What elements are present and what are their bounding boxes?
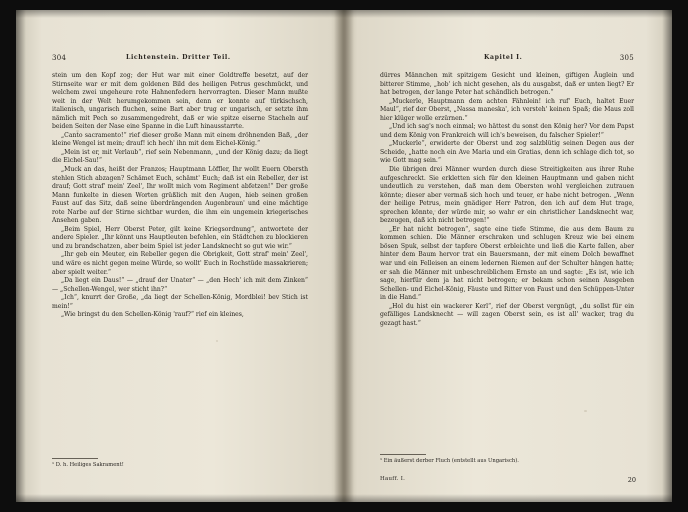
paragraph: „Ihr geb ein Meuter, ein Rebeller gegen die Obrigkeit, Gott straf' mein' Zeel', und wäre es nicht gegen meine Würde, so wollt' Euch in Rochstüde massakrieren; aber spielt weiter.“ [52,251,308,276]
paragraph: „Beim Spiel, Herr Oberst Peter, gilt keine Kriegsordnung“, antwortete der andere Spieler. „Ihr könnt uns Hauptleuten befehlen, ein Städtchen zu blockieren und zu brandschatzen, aber beim Spiel ist jeder Landsknecht so gut wie wir.“ [52,225,308,250]
right-page-folio: 305 [619,54,634,62]
paragraph: dürres Männchen mit spitzigem Gesicht und kleinen, giftigen Äuglein und bitterer Stimme, „hob' ich nicht gesehen, als du ausgabst, daß er unten liegt? Er hat betrogen, der lange Peter hat schändlich betrogen.“ [380,72,634,97]
paragraph: „Da liegt ein Daus!“ — „drauf der Unater“ — „den Hech' ich mit dem Zinken“ — „Schellen-Wengel, wer sticht ihn?“ [52,277,308,293]
right-page-text-column [380,72,634,328]
right-page [344,10,672,502]
left-page-running-head: Lichtenstein. Dritter Teil. [126,54,231,61]
paragraph: „Und ich sag's noch einmal; wo hättest du sonst den König her? Vor dem Papst und dem König von Frankreich will ich's beweisen, du falscher Spieler!“ [380,123,634,139]
sheet-number: 20 [627,476,636,484]
paragraph: „Wie bringst du den Schellen-König 'rauf?“ rief ein kleines, [61,311,244,319]
left-page-folio: 304 [52,54,67,62]
left-page-footnote: ¹ D. h. Heiliges Sakrament! [52,462,124,468]
footnote-rule [380,454,426,455]
book-spread [16,10,672,502]
paragraph: stein um den Kopf zog; der Hut war mit einer Goldtreffe besetzt, auf der Stirnseite war er mit dem goldenen Bild des heiligen Petrus geschmückt, und welchem zwei ungeheure rote Hahnenfedern hervorragten. Dieser Mann mußte weit in der Welt herumgekommen sein, denn er konnte auf türkischsch, italienisch, ungarisch fluchen, seine Bart aber trug er ungarisch, er setzte ihm nämlich mit Pech so zusammengedreht, daß er wie spitze eiserne Stacheln auf beiden Seiten der Nase eine Spanne in die Luft hinausstarrte. [52,72,308,131]
paragraph: „Er hat nicht betrogen“, sagte eine tiefe Stimme, die aus dem Baum zu kommen schien. Die Männer erschraken und schlugen Kreuz wie bei einem bösen Spuk, selbst der tapfere Oberst erbleichte und ließ die Karte fallen, aber hinter dem Baum hervor trat ein Bauersmann, der mit einem Dolch bewaffnet war und ein Felleisen an einem ledernen Riemen auf der Schulter hängen hatte; er sah die Männer mit unbeschreiblichem Ernste an und sagte: „Es ist, wie ich sage, hierfür dem ja hat nicht betrogen; er bekam schon seinen Ausgeben Schellen- und Eichel-König, Fäuste und Ritter von Faust und den Schüppen-Unter in die Hand.“ [380,225,634,302]
paragraph: „Canto sacramento!“ rief dieser große Mann mit einem dröhnenden Baß, „der kleine Wengel ist mein; drauf! ich hech' ihn mit dem Eichel-König.“ [52,131,308,148]
paper-fleck [584,410,587,412]
footnote-rule [52,458,98,459]
right-page-footnote: ¹ Ein äußerst derber Fluch (entstellt aus Ungarisch). [380,458,519,464]
paragraph: „Muckerle“, erwiderte der Oberst und zog salzblütig seinen Degen aus der Scheide, „hatte noch ein Ave Maria und ein Gratias, denn ich schlage dich tot, so wie Gott mag sein.“ [380,140,634,165]
right-page-running-head: Kapitel I. [484,54,523,61]
left-page [16,10,344,502]
paragraph: „Hol du hist ein wackerer Kerl“, rief der Oberst vergnügt, „du sollst für ein gefälliges Landsknecht — will zagen Oberst sein, es ist all' wacker, trag du gezagt hast.“ [380,302,634,327]
paragraph: „Muck an das, heißt der Franzos; Hauptmann Löffler, Ihr wollt Euern Obersth stehlen Stich abzagen? Schämet Euch, schämt' Euch; daß ist ein Rebeller, der ist drauf; Gott straf' mein' Zeel', Ihr wollt mich vom Regiment abfetzen!“ Der große Mann funkelte in diesen Worten grüßlich mit den Augen, hieb seinen großen Faust auf das Sitz, daß seine überdrängenden Augenbraun' und eine mächtige rote Narbe auf der Stirne sichtbar wurden, die ihm ein ungemein kriegerisches Ansehen gaben. [52,166,308,225]
paper-fleck [216,340,218,342]
signature-mark: Hauff. I. [380,476,406,482]
paragraph: „Ich“, knurrt der Große, „da liegt der Schellen-König, Mordblei! bev Stich ist mein!“ [52,294,308,310]
paragraph: „Muckerle, Hauptmann dem achten Fähnlein! ich ruf' Euch, haltet Euer Maul“, rief der Oberst, „Nassa maneska', ich versteh' keinen Spaß; die Maus zoll hier klüger wolle erzürnen.“ [380,97,634,122]
paragraph: „Mein ist er, mit Verlaub“, rief sein Nebenmann, „und der König dazu; da liegt die Eichel-Sau!“ [52,148,308,165]
left-page-text-column [52,72,308,320]
paragraph: Die übrigen drei Männer wurden durch diese Streitigkeiten aus ihrer Ruhe aufgeschreckt. Sie erkletten sich für den kleinen Hauptmann und gaben nicht undeutlich zu verstehen, daß man dem Obersten wohl vergleichen zutrauen könnte; dieser aber vermaß sich hoch und teuer, er habe nicht betrogen. „Wenn der heilige Petrus, mein gnädiger Herr Patron, den ich auf dem Hut trage, sprechen könnte, der würde mir, so wahr er ein christlicher Landsknecht war, bezeugen, daß ich nicht betrogen!“ [380,166,634,225]
